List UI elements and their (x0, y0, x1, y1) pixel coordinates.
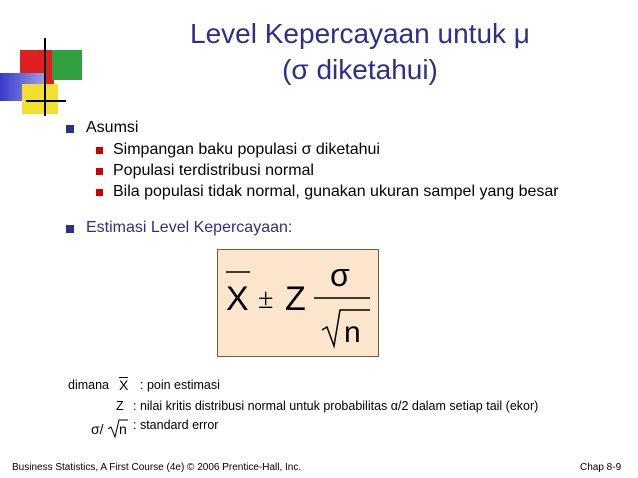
formula-x: X (226, 280, 249, 318)
logo-yellow-square (22, 84, 58, 114)
note-se-n: n (119, 421, 127, 437)
bullet-asumsi: Asumsi (86, 119, 139, 136)
sub-bullet-icon (96, 189, 103, 196)
note-se-desc: : standard error (133, 418, 219, 432)
slide-title-line1: Level Kepercayaan untuk μ (190, 18, 530, 49)
slide-title-line2: (σ diketahui) (282, 54, 438, 85)
logo-green-square (52, 50, 82, 80)
bullet-square-icon (66, 225, 74, 233)
formula-z: Z (285, 280, 306, 318)
sub-bullet-3: Bila populasi tidak normal, gunakan ukuran sampel yang besar (113, 183, 559, 200)
formula-box (217, 249, 379, 357)
logo-horizontal-line (26, 100, 66, 102)
note-x-desc: : poin estimasi (140, 378, 220, 392)
note-z-symbol: Z (116, 399, 124, 413)
sub-bullet-2: Populasi terdistribusi normal (113, 162, 314, 179)
formula-n: n (344, 316, 361, 349)
note-z-desc: : nilai kritis distribusi normal untuk probabilitas α/2 dalam setiap tail (ekor) (133, 399, 539, 413)
note-dimana: dimana (68, 378, 109, 392)
bullet-estimasi: Estimasi Level Kepercayaan: (86, 219, 293, 236)
logo-vertical-line (44, 38, 46, 116)
confidence-interval-formula (218, 250, 378, 356)
formula-sigma: σ (330, 257, 350, 293)
bullet-square-icon (66, 125, 74, 133)
footer-right: Chap 8-9 (580, 462, 622, 473)
formula-plus-minus: ± (258, 284, 274, 315)
sub-bullet-icon (96, 168, 103, 175)
note-se-sigma: σ/ (91, 421, 104, 437)
sub-bullet-1: Simpangan baku populasi σ diketahui (113, 141, 380, 158)
logo-graphic (0, 0, 90, 115)
footer-left: Business Statistics, A First Course (4e) © 2006 Prentice-Hall, Inc. (12, 462, 302, 473)
sub-bullet-icon (96, 147, 103, 154)
note-x-symbol: X (119, 377, 129, 393)
